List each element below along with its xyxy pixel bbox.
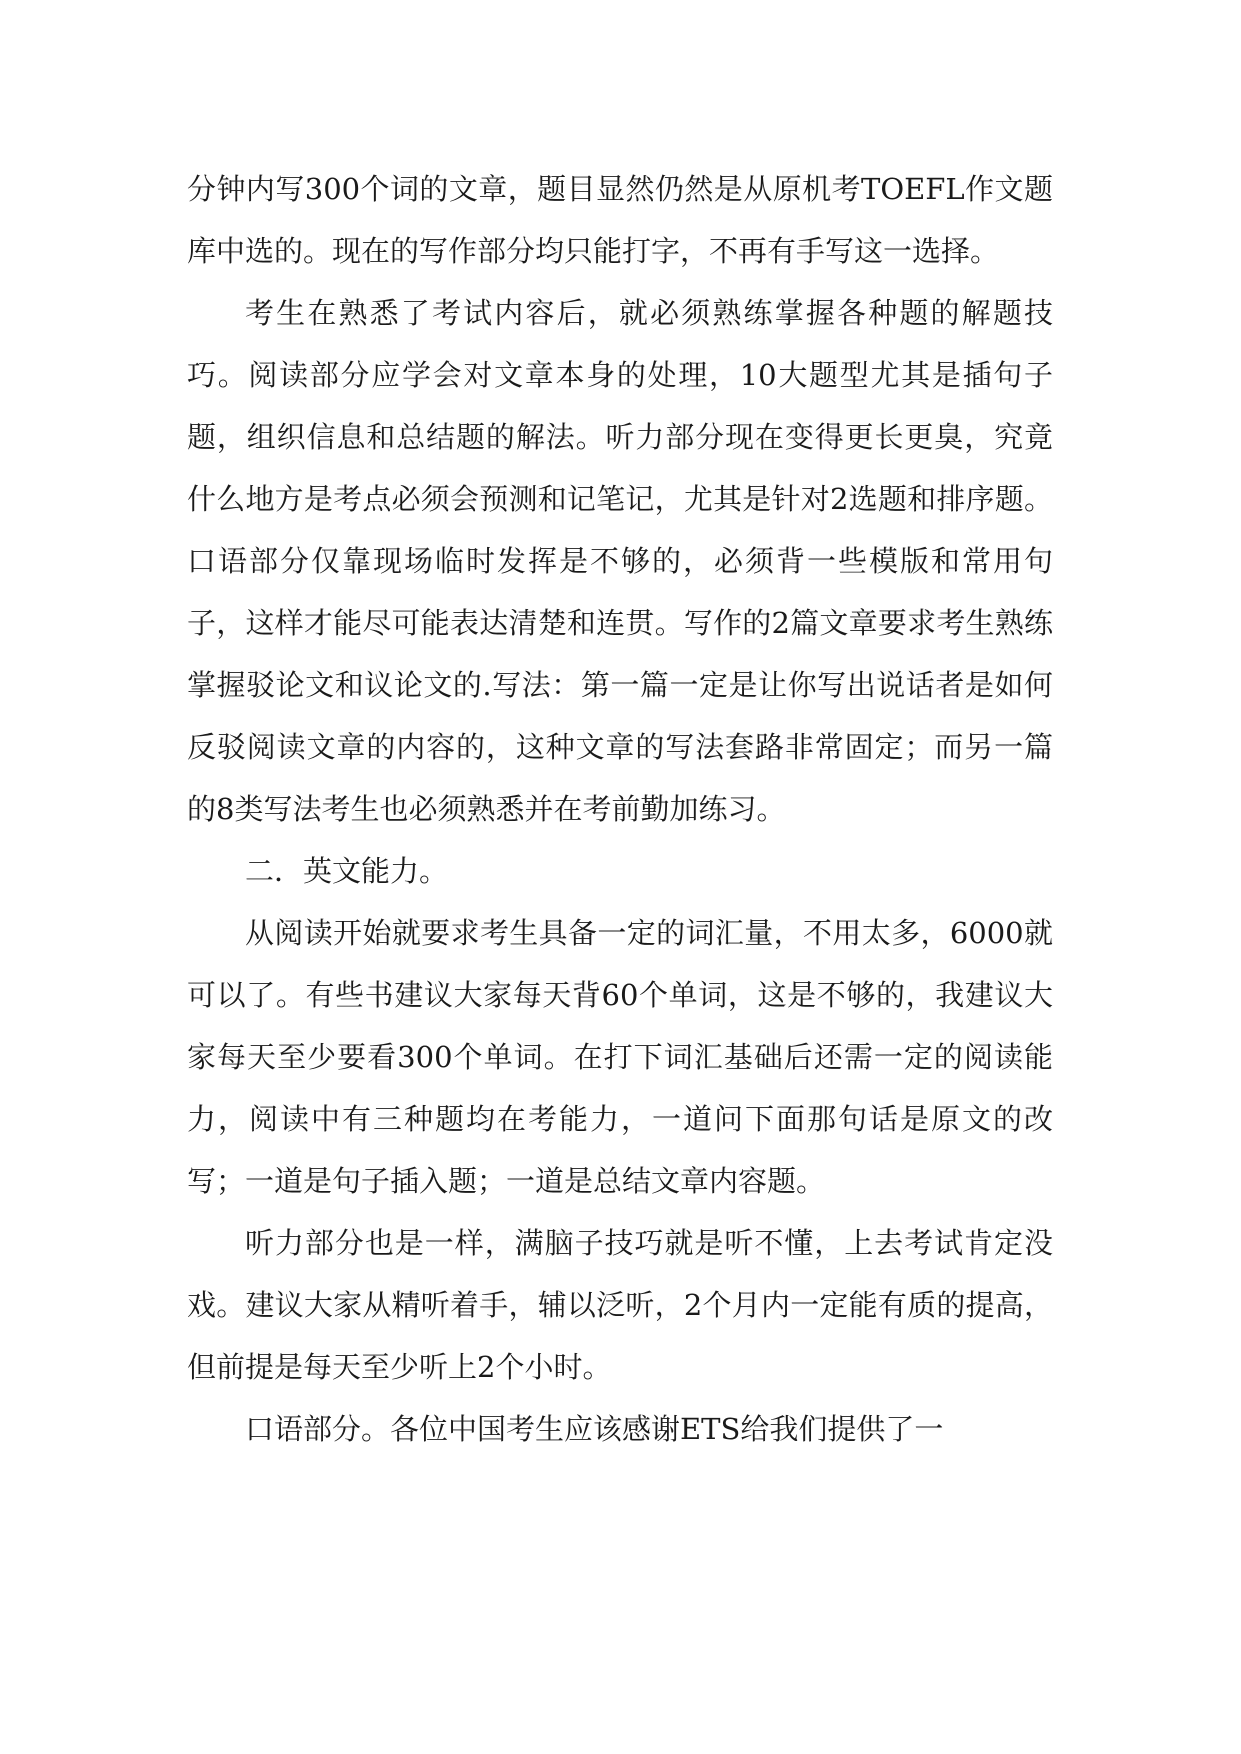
paragraph-skills: 考生在熟悉了考试内容后，就必须熟练掌握各种题的解题技巧。阅读部分应学会对文章本身的处理，10大题型尤其是插句子题，组织信息和总结题的解法。听力部分现在变得更长更臭，究竟什么地方是考点必须会预测和记笔记，尤其是针对2选题和排序题。口语部分仅靠现场临时发挥是不够的，必须背一些模版和常用句子，这样才能尽可能表达清楚和连贯。写作的2篇文章要求考生熟练掌握驳论文和议论文的.写法：第一篇一定是让你写出说话者是如何反驳阅读文章的内容的，这种文章的写法套路非常固定；而另一篇的8类写法考生也必须熟悉并在考前勤加练习。	[187, 296, 1053, 826]
document-body	[187, 158, 1053, 1460]
paragraph-writing-section: 分钟内写300个词的文章，题目显然仍然是从原机考TOEFL作文题库中选的。现在的写作部分均只能打字，不再有手写这一选择。	[187, 172, 1053, 268]
section-heading-english-ability: 二．英文能力。	[245, 854, 449, 888]
paragraph-reading: 从阅读开始就要求考生具备一定的词汇量，不用太多，6000就可以了。有些书建议大家每天背60个单词，这是不够的，我建议大家每天至少要看300个单词。在打下词汇基础后还需一定的阅读能力，阅读中有三种题均在考能力，一道问下面那句话是原文的改写；一道是句子插入题；一道是总结文章内容题。	[187, 916, 1053, 1198]
paragraph-listening: 听力部分也是一样，满脑子技巧就是听不懂，上去考试肯定没戏。建议大家从精听着手，辅以泛听，2个月内一定能有质的提高，但前提是每天至少听上2个小时。	[187, 1226, 1053, 1384]
paragraph-speaking: 口语部分。各位中国考生应该感谢ETS给我们提供了一	[245, 1412, 944, 1446]
